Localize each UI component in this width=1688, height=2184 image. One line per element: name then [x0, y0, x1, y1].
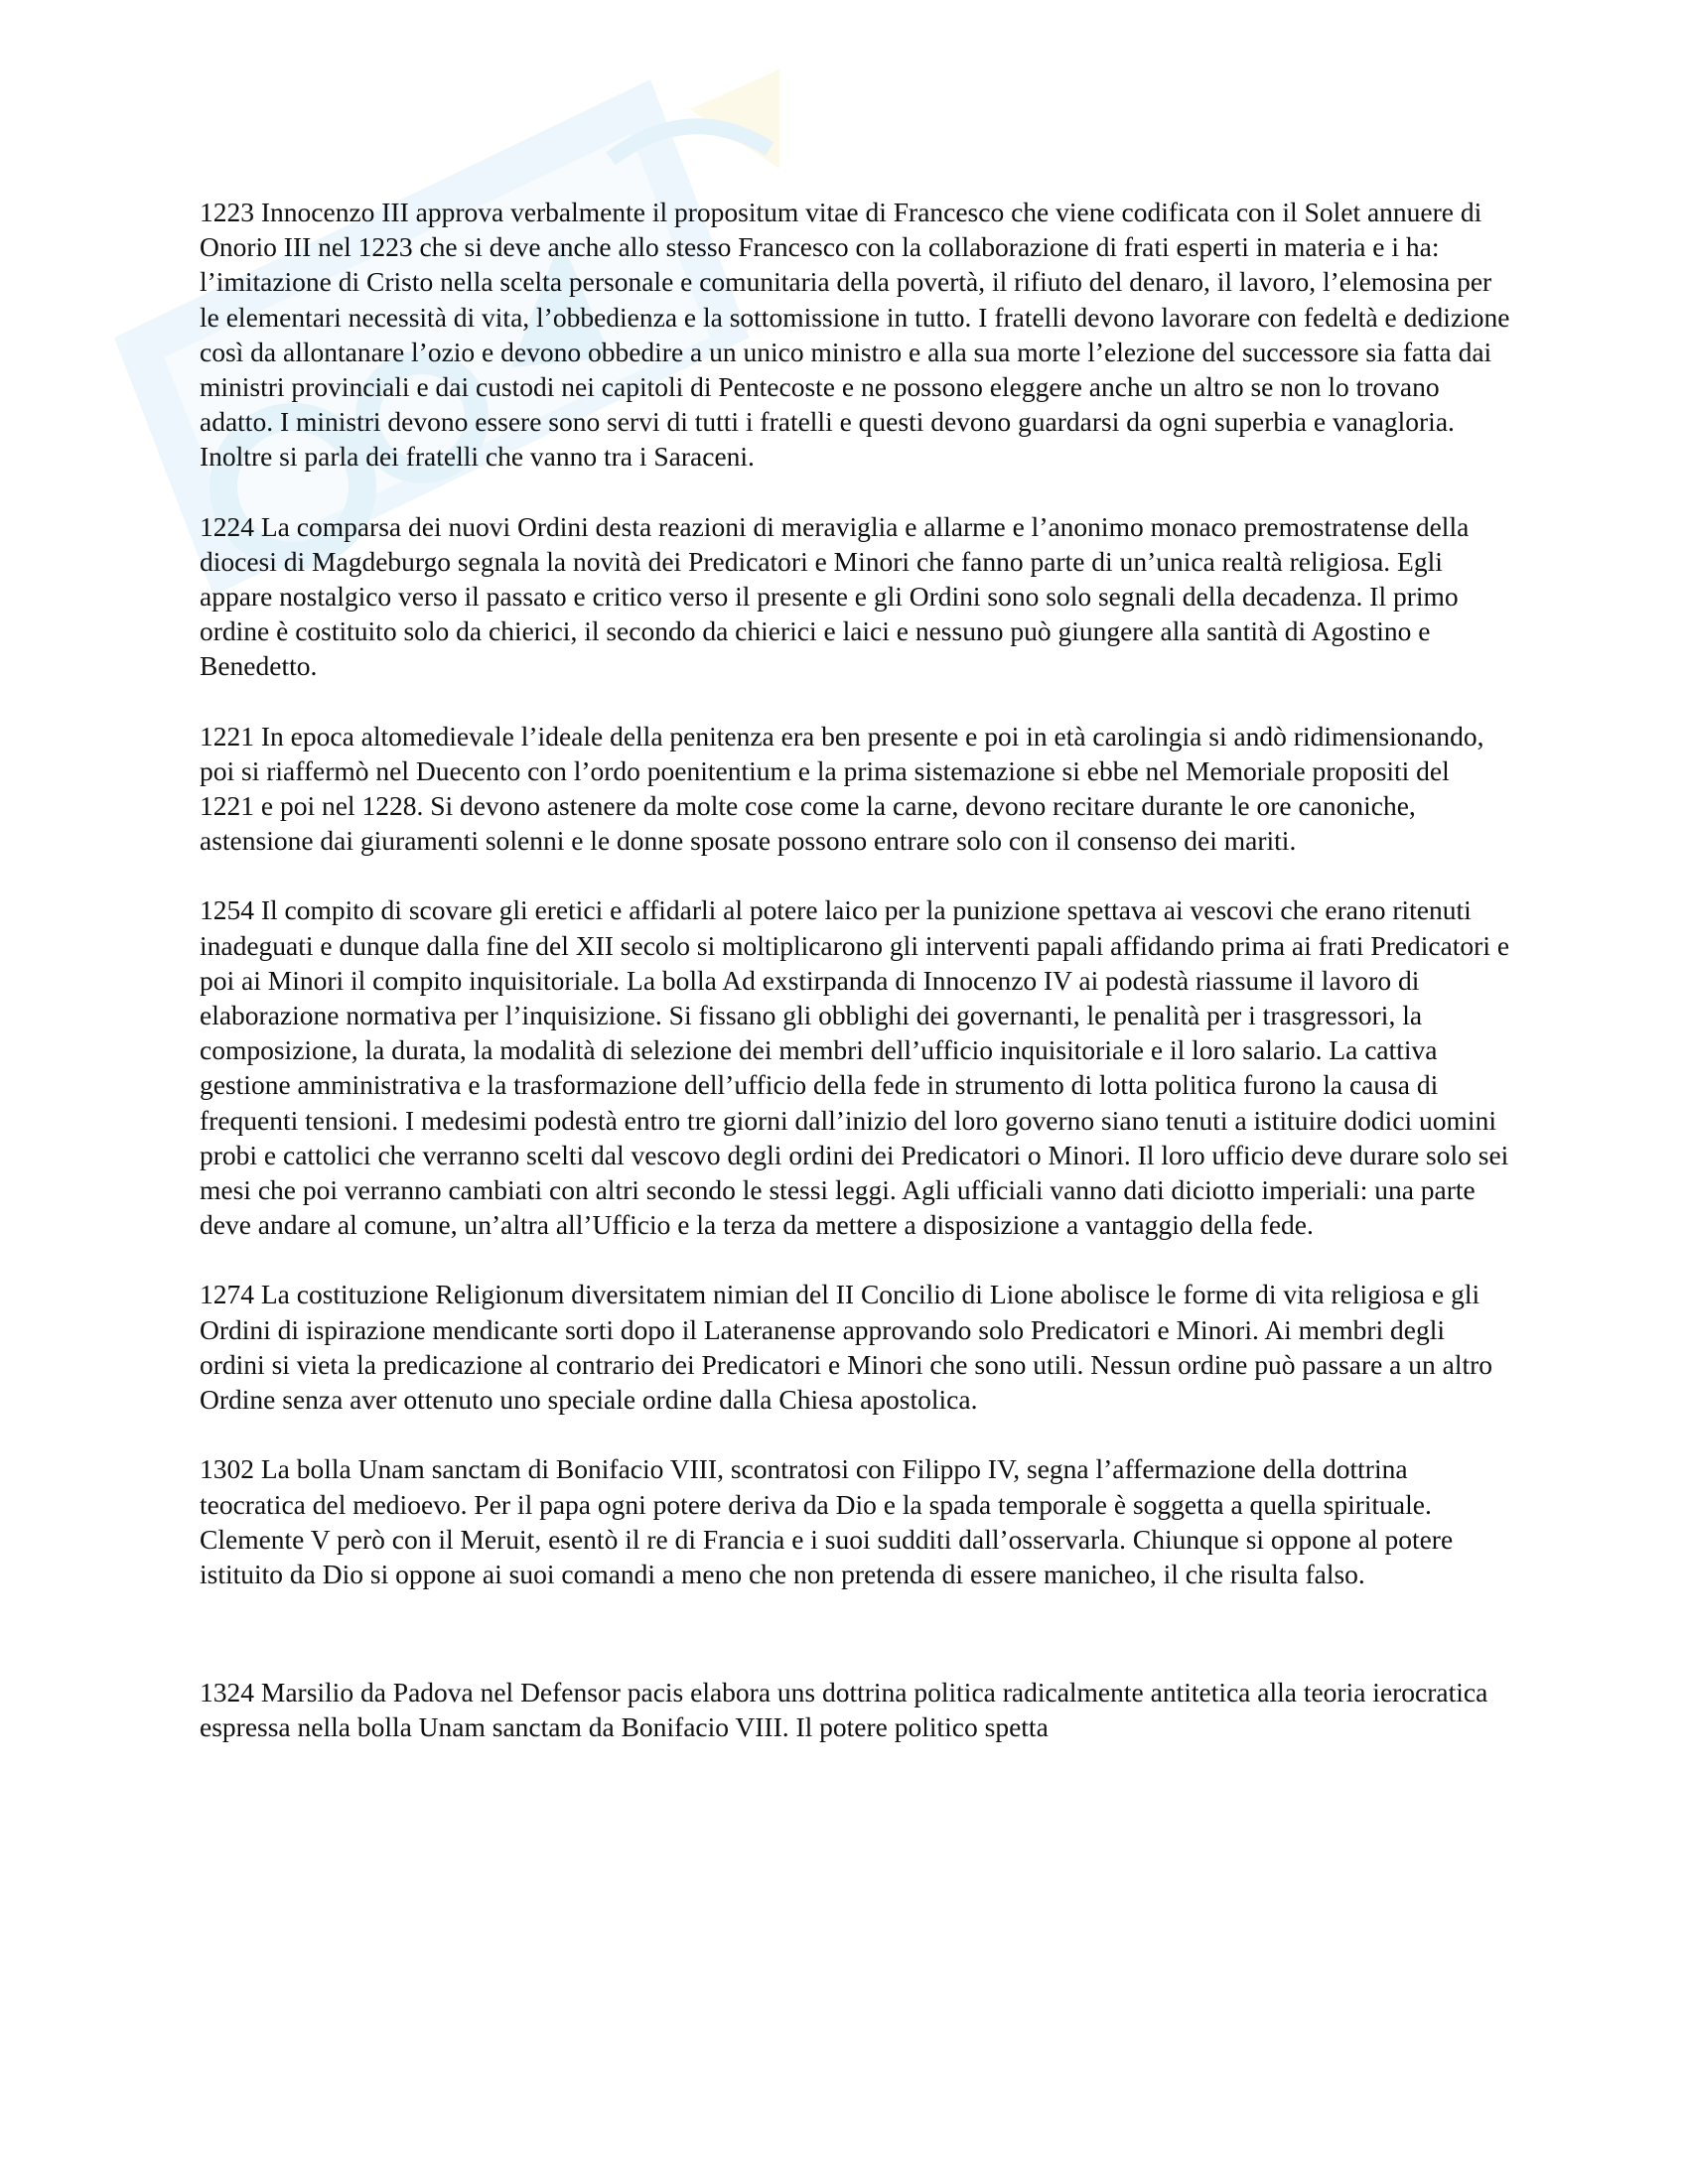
paragraph-1302: 1302 La bolla Unam sanctam di Bonifacio VIII, scontratosi con Filippo IV, segna l’affermazione della dottrina teocratica del medioevo. Per il papa ogni potere deriva da Dio e la spada temporale è soggetta a quella spirituale. Clemente V però con il Meruit, esentò il re di Francia e i suoi sudditi dall’osservarla. Chiunque si oppone al potere istituito da Dio si oppone ai suoi comandi a meno che non pretenda di essere manicheo, il che risulta falso. [200, 1453, 1454, 1589]
paragraph-1254: 1254 Il compito di scovare gli eretici e affidarli al potere laico per la punizione spettava ai vescovi che erano ritenuti inadeguati e dunque dalla fine del XII secolo si moltiplicarono gli interventi papali affidando prima ai frati Predicatori e poi ai Minori il compito inquisitoriale. La bolla Ad exstirpanda di Innocenzo IV ai podestà riassume il lavoro di elaborazione normativa per l’inquisizione. Si fissano gli obblighi dei governanti, le penalità per i trasgressori, la composizione, la durata, la modalità di selezione dei membri dell’ufficio inquisitoriale e il loro salario. La cattiva gestione amministrativa e la trasformazione dell’ufficio della fede in strumento di lotta politica furono la causa di frequenti tensioni. I medesimi podestà entro tre giorni dall’inizio del loro governo siano tenuti a istituire dodici uomini probi e cattolici che verranno scelti dal vescovo degli ordini dei Predicatori o Minori. Il loro ufficio deve durare solo sei mesi che poi verranno cambiati con altri secondo le stessi leggi. Agli ufficiali vanno dati diciotto imperiali: una parte deve andare al comune, un’altra all’Ufficio e la terza da mettere a disposizione a vantaggio della fede. [200, 894, 1510, 1241]
document-body [200, 195, 1510, 1780]
paragraph-1324: 1324 Marsilio da Padova nel Defensor pacis elabora uns dottrina politica radicalmente antitetica alla teoria ierocratica espressa nella bolla Unam sanctam da Bonifacio VIII. Il potere politico spetta [200, 1677, 1488, 1743]
paragraph-1221: 1221 In epoca altomedievale l’ideale della penitenza era ben presente e poi in età carolingia si andò ridimensionando, poi si riaffermò nel Duecento con l’ordo poenitentium e la prima sistemazione si ebbe nel Memoriale propositi del 1221 e poi nel 1228. Si devono astenere da molte cose come la carne, devono recitare durante le ore canoniche, astensione dai giuramenti solenni e le donne sposate possono entrare solo con il consenso dei mariti. [200, 720, 1484, 857]
paragraph-1274: 1274 La costituzione Religionum diversitatem nimian del II Concilio di Lione abolisce le forme di vita religiosa e gli Ordini di ispirazione mendicante sorti dopo il Lateranense approvando solo Predicatori e Minori. Ai membri degli ordini si vieta la predicazione al contrario dei Predicatori e Minori che sono utili. Nessun ordine può passare a un altro Ordine senza aver ottenuto uno speciale ordine dalla Chiesa apostolica. [200, 1279, 1493, 1416]
paragraph-1223: 1223 Innocenzo III approva verbalmente il propositum vitae di Francesco che viene codificata con il Solet annuere di Onorio III nel 1223 che si deve anche allo stesso Francesco con la collaborazione di frati esperti in materia e i ha: l’imitazione di Cristo nella scelta personale e comunitaria della povertà, il rifiuto del denaro, il lavoro, l’elemosina per le elementari necessità di vita, l’obbedienza e la sottomissione in tutto. I fratelli devono lavorare con fedeltà e dedizione così da allontanare l’ozio e devono obbedire a un unico ministro e alla sua morte l’elezione del successore sia fatta dai ministri provinciali e dai custodi nei capitoli di Pentecoste e ne possono eleggere anche un altro se non lo trovano adatto. I ministri devono essere sono servi di tutti i fratelli e questi devono guardarsi da ogni superbia e vanagloria. Inoltre si parla dei fratelli che vanno tra i Saraceni. [200, 197, 1510, 473]
paragraph-1224: 1224 La comparsa dei nuovi Ordini desta reazioni di meraviglia e allarme e l’anonimo monaco premostratense della diocesi di Magdeburgo segnala la novità dei Predicatori e Minori che fanno parte di un’unica realtà religiosa. Egli appare nostalgico verso il passato e critico verso il presente e gli Ordini sono solo segnali della decadenza. Il primo ordine è costituito solo da chierici, il secondo da chierici e laici e nessuno può giungere alla santità di Agostino e Benedetto. [200, 510, 1470, 682]
